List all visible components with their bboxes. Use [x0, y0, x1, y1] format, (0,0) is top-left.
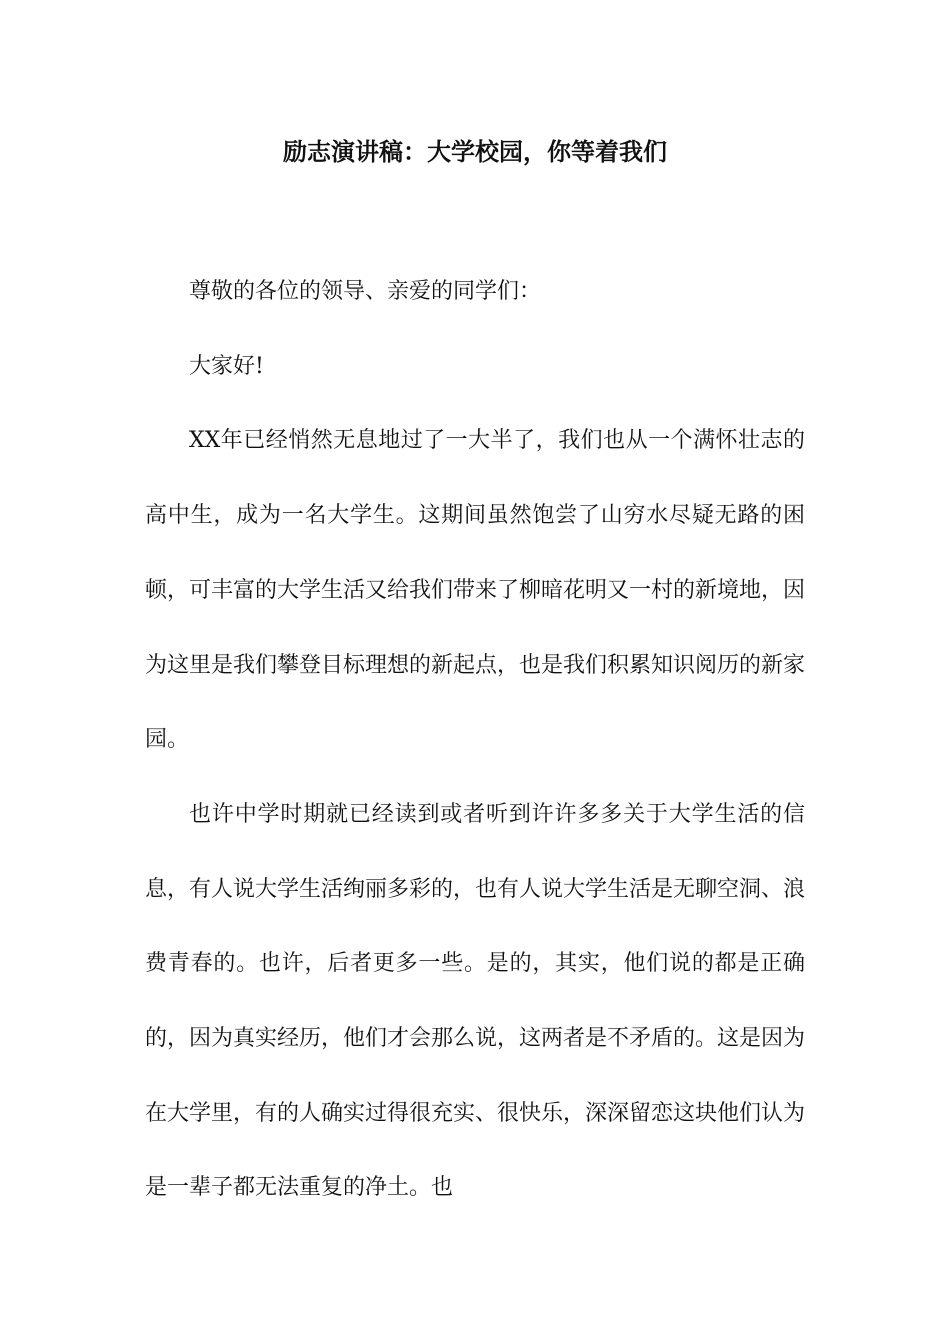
- paragraph-salutation: 尊敬的各位的领导、亲爱的同学们：: [189, 279, 542, 304]
- document-body: [145, 255, 805, 1226]
- paragraph-body-1: XX年已经悄然无息地过了一大半了，我们也从一个满怀壮志的高中生，成为一名大学生。这期间虽然饱尝了山穷水尽疑无路的困顿，可丰富的大学生活又给我们带来了柳暗花明又一村的新境地，因为这里是我们攀登目标理想的新起点，也是我们积累知识阅历的新家园。: [145, 428, 806, 753]
- paragraph-body-2: 也许中学时期就已经读到或者听到许许多多关于大学生活的信息，有人说大学生活绚丽多彩的，也有人说大学生活是无聊空洞、浪费青春的。也许，后者更多一些。是的，其实，他们说的都是正确的，因为真实经历，他们才会那么说，这两者是不矛盾的。这是因为在大学里，有的人确实过得很充实、很快乐，深深留恋这块他们认为是一辈子都无法重复的净土。也: [145, 801, 806, 1201]
- paragraph-greeting: 大家好!: [189, 353, 264, 379]
- document-title: 励志演讲稿：大学校园，你等着我们: [283, 138, 667, 166]
